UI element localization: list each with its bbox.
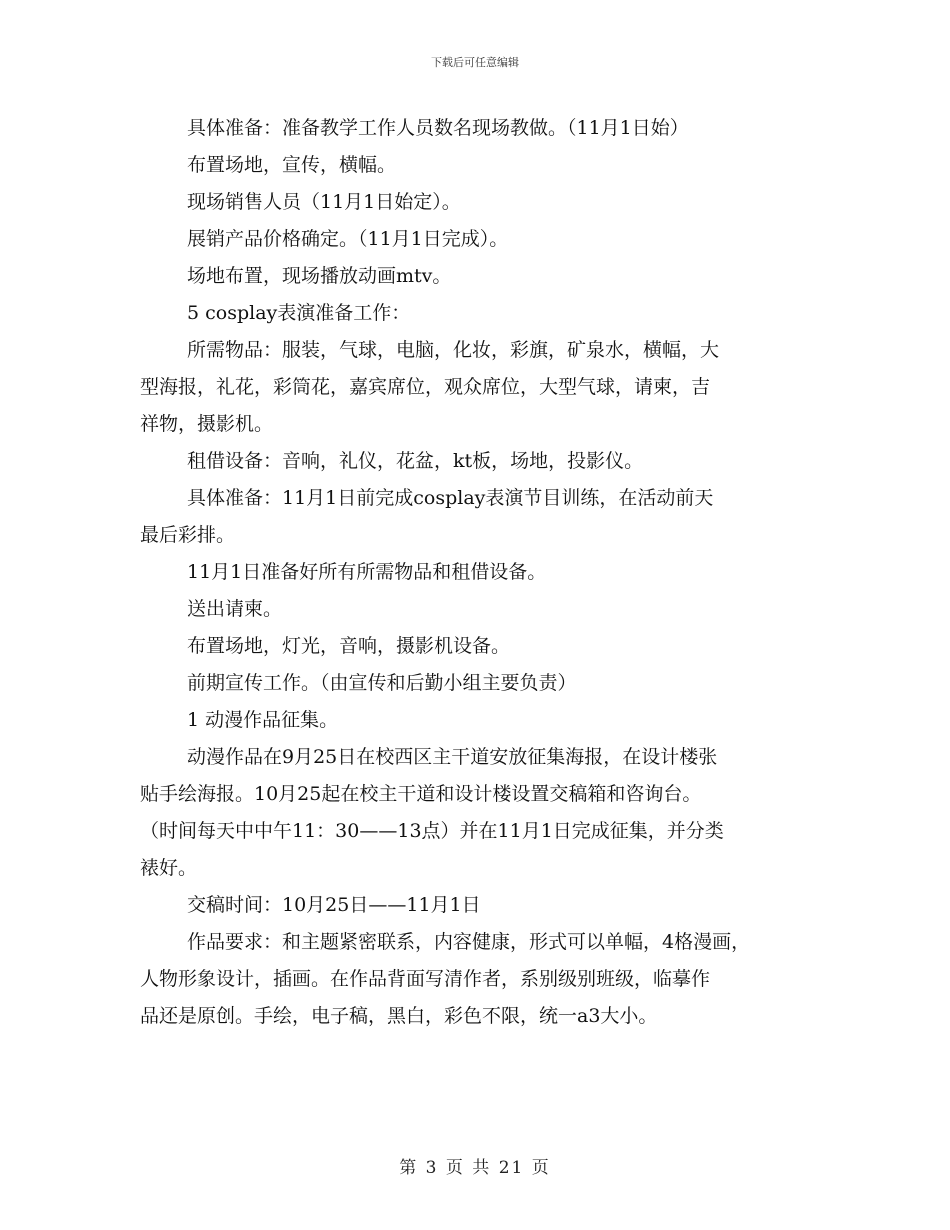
paragraph-continuation-line: 祥物，摄影机。 — [140, 413, 274, 435]
paragraph-line: 11月1日准备好所有所需物品和租借设备。 — [187, 561, 547, 583]
paragraph-line: 所需物品：服装，气球，电脑，化妆，彩旗，矿泉水，横幅，大 — [187, 339, 720, 361]
paragraph-line: 布置场地，宣传，横幅。 — [187, 154, 397, 176]
paragraph-line: 动漫作品在9月25日在校西区主干道安放征集海报，在设计楼张 — [187, 746, 718, 768]
paragraph-line: 布置场地，灯光，音响，摄影机设备。 — [187, 635, 511, 657]
paragraph-line: 交稿时间：10月25日——11月1日 — [187, 894, 481, 916]
paragraph-line: 具体准备：准备教学工作人员数名现场教做。（11月1日始） — [187, 117, 689, 139]
paragraph-continuation-line: 人物形象设计，插画。在作品背面写清作者，系别级别班级，临摹作 — [140, 968, 711, 990]
paragraph-line: 作品要求：和主题紧密联系，内容健康，形式可以单幅，4格漫画， — [187, 931, 751, 953]
paragraph-line: 场地布置，现场播放动画mtv。 — [187, 265, 452, 287]
paragraph-line: 前期宣传工作。（由宣传和后勤小组主要负责） — [187, 672, 577, 694]
paragraph-line: 1 动漫作品征集。 — [187, 709, 339, 731]
paragraph-continuation-line: 裱好。 — [140, 857, 198, 879]
paragraph-line: 5 cosplay表演准备工作： — [187, 302, 411, 324]
paragraph-line: 具体准备：11月1日前完成cosplay表演节目训练，在活动前天 — [187, 487, 714, 509]
page-header: 下载后可任意编辑 — [431, 56, 519, 69]
paragraph-line: 送出请柬。 — [187, 598, 283, 620]
paragraph-line: 现场销售人员（11月1日始定）。 — [187, 191, 461, 213]
paragraph-continuation-line: 型海报，礼花，彩筒花，嘉宾席位，观众席位，大型气球，请柬，吉 — [140, 376, 711, 398]
paragraph-line: 租借设备：音响，礼仪，花盆，kt板，场地，投影仪。 — [187, 450, 644, 472]
paragraph-continuation-line: 品还是原创。手绘，电子稿，黑白，彩色不限，统一a3大小。 — [140, 1005, 658, 1027]
paragraph-continuation-line: 最后彩排。 — [140, 524, 236, 546]
paragraph-continuation-line: 贴手绘海报。10月25起在校主干道和设计楼设置交稿箱和咨询台。 — [140, 783, 702, 805]
document-body — [140, 110, 830, 1035]
paragraph-continuation-line: （时间每天中中午11：30——13点）并在11月1日完成征集，并分类 — [140, 820, 724, 842]
page-footer: 第 3 页 共 21 页 — [399, 1158, 551, 1178]
paragraph-line: 展销产品价格确定。（11月1日完成）。 — [187, 228, 509, 250]
